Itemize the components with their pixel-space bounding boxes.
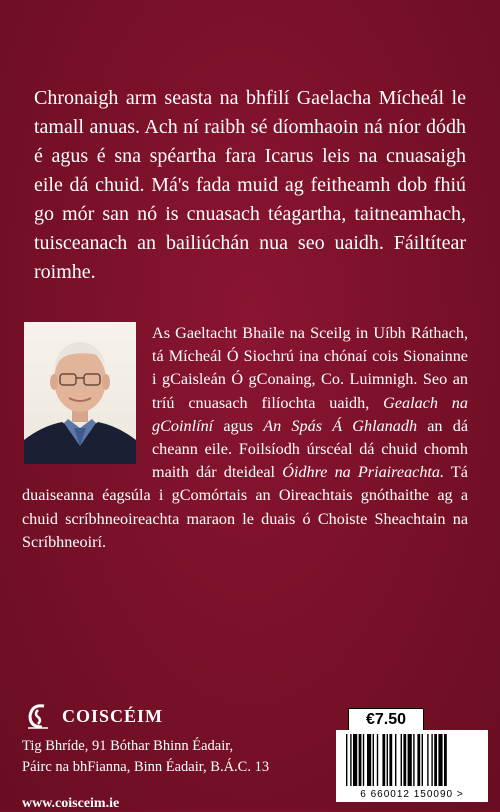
publisher-address	[22, 736, 322, 778]
bio-text-1: As Gaeltacht Bhaile na Sceilg in Uíbh Ráthach, tá Mícheál Ó Siochrú ina chónaí cois Sionainne i gCaisleán Ó gConaing, Co. Luimnigh. Seo an tríú cnuasach filíochta uaidh,	[152, 324, 468, 412]
bio-text-4: Tá duaiseanna éagsúla i gComórtais an Oireachtais gnóthaithe ag a chuid scríbhneoireachta maraon le duais ó Choiste Sheachtain na Scríbhneoirí.	[22, 463, 468, 551]
bio-text-3: an dá cheann eile. Foilsíodh úrscéal dá chuid chomh maith dár dteideal	[152, 416, 469, 482]
publisher-url[interactable]: www.coisceim.ie	[22, 796, 120, 811]
address-line-1: Tig Bhríde, 91 Bóthar Bhinn Éadair,	[22, 738, 234, 754]
bio-text-2: agus	[213, 416, 264, 435]
price-label: €7.50	[348, 708, 424, 732]
back-cover-blurb: Chronaigh arm seasta na bhfilí Gaelacha Mícheál le tamall anuas. Ach ní raibh sé díomhaoin ná níor dódh é agus é sna spéartha fara Icarus leis na cnuasaigh eile dá chuid. Má's fada muid ag feitheamh dob fhiú go mór san nó is cnuasach téagartha, taitneamhach, tuisceanach an bailiúchán nua seo uaidh. Fáiltítear roimhe.	[34, 87, 466, 283]
publisher-name: COISCÉIM	[62, 705, 164, 726]
book-title-2: An Spás Á Ghlanadh	[263, 416, 418, 435]
barcode	[336, 730, 488, 802]
book-title-3: Óidhre na Priaireachta.	[282, 463, 445, 482]
book-title-1: Gealach na gCoinlíní	[152, 393, 468, 435]
barcode-bars	[344, 734, 480, 786]
author-photo	[24, 322, 136, 464]
coisceim-logo-icon	[22, 700, 54, 732]
barcode-digits: 6 660012 150090 >	[360, 789, 464, 800]
author-bio	[22, 322, 468, 554]
address-line-2: Páirc na bhFianna, Binn Éadair, B.Á.C. 13	[22, 759, 270, 775]
publisher-block	[22, 700, 322, 812]
